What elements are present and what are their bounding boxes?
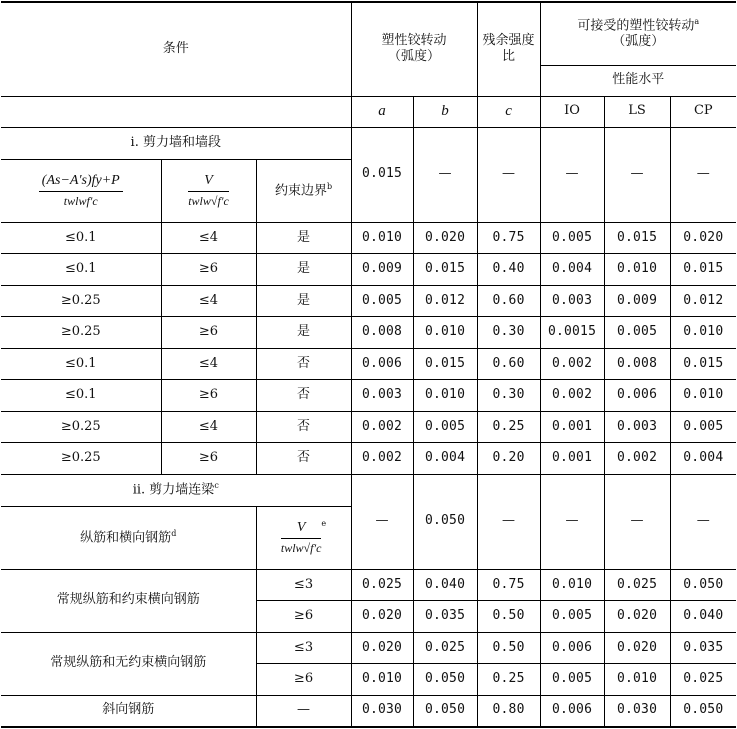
axial-ratio-cell: ≤0.1 bbox=[1, 380, 161, 412]
value-c-cell: 0.30 bbox=[477, 380, 540, 412]
shear-ratio-cell: ≥6 bbox=[256, 601, 351, 633]
shear-ratio-header bbox=[161, 159, 256, 222]
value-io-cell: 0.005 bbox=[540, 664, 604, 696]
value-c-cell: 0.50 bbox=[477, 632, 540, 664]
confined-boundary-cell: 是 bbox=[256, 222, 351, 254]
value-a-cell: 0.002 bbox=[351, 443, 413, 475]
value-io-cell: 0.006 bbox=[540, 695, 604, 727]
axial-ratio-fraction bbox=[39, 172, 123, 209]
shear-ratio-cell: ≤4 bbox=[161, 222, 256, 254]
value-ls-cell: 0.008 bbox=[604, 348, 670, 380]
value-a-cell: 0.025 bbox=[351, 569, 413, 601]
value-b-cell: 0.035 bbox=[413, 601, 477, 633]
value-io-cell: 0.003 bbox=[540, 285, 604, 317]
section2-summary-a: — bbox=[351, 474, 413, 569]
table-row bbox=[1, 222, 736, 254]
section1-summary-ls: — bbox=[604, 127, 670, 222]
value-io-cell: 0.001 bbox=[540, 443, 604, 475]
value-ls-cell: 0.005 bbox=[604, 317, 670, 349]
section2-sub-label-note: d bbox=[171, 528, 177, 538]
value-cp-cell: 0.010 bbox=[670, 317, 736, 349]
axial-ratio-cell: ≤0.1 bbox=[1, 222, 161, 254]
acceptable-rotation-label: 可接受的塑性铰转动 bbox=[577, 18, 695, 34]
shear-ratio-cell: ≥6 bbox=[161, 317, 256, 349]
value-io-cell: 0.005 bbox=[540, 601, 604, 633]
section2-shear-ratio-header bbox=[256, 506, 351, 569]
value-a-cell: 0.006 bbox=[351, 348, 413, 380]
value-c-cell: 0.30 bbox=[477, 317, 540, 349]
value-cp-cell: 0.004 bbox=[670, 443, 736, 475]
shear-ratio-cell: ≤4 bbox=[161, 348, 256, 380]
table-row bbox=[1, 443, 736, 475]
section2-shear-ratio-fraction bbox=[281, 519, 322, 556]
value-io-cell: 0.005 bbox=[540, 222, 604, 254]
table-row bbox=[1, 695, 736, 727]
shear-ratio-cell: ≤4 bbox=[161, 285, 256, 317]
value-c-cell: 0.50 bbox=[477, 601, 540, 633]
section2-title-note: c bbox=[214, 481, 219, 491]
confined-boundary-cell: 是 bbox=[256, 285, 351, 317]
value-b-cell: 0.004 bbox=[413, 443, 477, 475]
performance-level-header: 性能水平 bbox=[540, 65, 736, 96]
axial-ratio-denominator: twlwf′c bbox=[63, 193, 98, 208]
value-b-cell: 0.012 bbox=[413, 285, 477, 317]
acceptable-rotation-unit: （弧度） bbox=[612, 34, 665, 50]
table-row bbox=[1, 632, 736, 664]
diagonal-reinforcement-label: 斜向钢筋 bbox=[1, 695, 256, 727]
confined-boundary-cell: 否 bbox=[256, 443, 351, 475]
acceptable-rotation-header bbox=[540, 2, 736, 65]
value-cp-cell: 0.025 bbox=[670, 664, 736, 696]
shear-ratio-cell: ≤3 bbox=[256, 569, 351, 601]
value-ls-cell: 0.002 bbox=[604, 443, 670, 475]
value-ls-cell: 0.020 bbox=[604, 632, 670, 664]
axial-ratio-cell: ≥0.25 bbox=[1, 411, 161, 443]
confined-boundary-cell: 否 bbox=[256, 411, 351, 443]
value-b-cell: 0.015 bbox=[413, 348, 477, 380]
value-ls-cell: 0.009 bbox=[604, 285, 670, 317]
acceptable-rotation-note: a bbox=[694, 16, 700, 26]
value-b-cell: 0.025 bbox=[413, 632, 477, 664]
value-b-cell: 0.020 bbox=[413, 222, 477, 254]
shear-ratio-cell: ≥6 bbox=[161, 254, 256, 286]
col-c-header: c bbox=[477, 96, 540, 127]
value-b-cell: 0.050 bbox=[413, 664, 477, 696]
section2-summary-io: — bbox=[540, 474, 604, 569]
value-io-cell: 0.002 bbox=[540, 380, 604, 412]
section2-summary-c: — bbox=[477, 474, 540, 569]
section2-summary-cp: — bbox=[670, 474, 736, 569]
shear-ratio-fraction bbox=[188, 172, 229, 209]
value-b-cell: 0.010 bbox=[413, 317, 477, 349]
axial-ratio-cell: ≤0.1 bbox=[1, 254, 161, 286]
value-cp-cell: 0.035 bbox=[670, 632, 736, 664]
condition-header-spacer bbox=[1, 96, 351, 127]
section2-shear-ratio-note: e bbox=[321, 519, 327, 529]
section1-summary-a: 0.015 bbox=[351, 127, 413, 222]
value-ls-cell: 0.010 bbox=[604, 254, 670, 286]
section2-summary-ls: — bbox=[604, 474, 670, 569]
axial-ratio-header bbox=[1, 159, 161, 222]
value-io-cell: 0.0015 bbox=[540, 317, 604, 349]
shear-ratio-cell: ≤4 bbox=[161, 411, 256, 443]
shear-ratio-cell: ≥6 bbox=[256, 664, 351, 696]
value-a-cell: 0.020 bbox=[351, 601, 413, 633]
value-cp-cell: 0.005 bbox=[670, 411, 736, 443]
value-a-cell: 0.030 bbox=[351, 695, 413, 727]
value-ls-cell: 0.030 bbox=[604, 695, 670, 727]
value-b-cell: 0.040 bbox=[413, 569, 477, 601]
value-c-cell: 0.60 bbox=[477, 285, 540, 317]
confined-boundary-cell: 是 bbox=[256, 254, 351, 286]
table-row bbox=[1, 254, 736, 286]
value-a-cell: 0.008 bbox=[351, 317, 413, 349]
confined-boundary-cell: 否 bbox=[256, 380, 351, 412]
shear-ratio-cell: ≤3 bbox=[256, 632, 351, 664]
value-c-cell: 0.60 bbox=[477, 348, 540, 380]
value-b-cell: 0.010 bbox=[413, 380, 477, 412]
shear-ratio-cell: ≥6 bbox=[161, 380, 256, 412]
value-cp-cell: 0.010 bbox=[670, 380, 736, 412]
confined-boundary-label: 约束边界 bbox=[274, 183, 327, 199]
value-cp-cell: 0.015 bbox=[670, 348, 736, 380]
value-ls-cell: 0.025 bbox=[604, 569, 670, 601]
col-io-header: IO bbox=[540, 96, 604, 127]
section2-sub-label-text: 纵筋和横向钢筋 bbox=[80, 530, 172, 546]
table-row bbox=[1, 348, 736, 380]
value-b-cell: 0.015 bbox=[413, 254, 477, 286]
value-c-cell: 0.40 bbox=[477, 254, 540, 286]
confined-boundary-cell: 是 bbox=[256, 317, 351, 349]
section2-title bbox=[1, 474, 351, 506]
value-ls-cell: 0.006 bbox=[604, 380, 670, 412]
col-ls-header: LS bbox=[604, 96, 670, 127]
value-c-cell: 0.20 bbox=[477, 443, 540, 475]
reinforcement-group-label: 常规纵筋和无约束横向钢筋 bbox=[1, 632, 256, 695]
value-a-cell: 0.020 bbox=[351, 632, 413, 664]
value-c-cell: 0.25 bbox=[477, 411, 540, 443]
confined-boundary-note: b bbox=[326, 181, 333, 191]
value-c-cell: 0.80 bbox=[477, 695, 540, 727]
value-b-cell: 0.050 bbox=[413, 695, 477, 727]
section2-rows bbox=[1, 569, 736, 727]
col-a-header: a bbox=[351, 96, 413, 127]
axial-ratio-cell: ≥0.25 bbox=[1, 285, 161, 317]
axial-ratio-numerator: (As−A′s)fy+P bbox=[39, 172, 123, 192]
shear-ratio-cell: — bbox=[256, 695, 351, 727]
value-a-cell: 0.009 bbox=[351, 254, 413, 286]
residual-strength-label: 残余强度比 bbox=[482, 33, 535, 65]
axial-ratio-cell: ≥0.25 bbox=[1, 317, 161, 349]
value-cp-cell: 0.012 bbox=[670, 285, 736, 317]
shear-ratio-cell: ≥6 bbox=[161, 443, 256, 475]
col-b-header: b bbox=[413, 96, 477, 127]
axial-ratio-cell: ≥0.25 bbox=[1, 443, 161, 475]
section1-summary-b: — bbox=[413, 127, 477, 222]
value-cp-cell: 0.015 bbox=[670, 254, 736, 286]
section1-title: i. 剪力墙和墙段 bbox=[1, 127, 351, 159]
value-a-cell: 0.002 bbox=[351, 411, 413, 443]
value-cp-cell: 0.050 bbox=[670, 695, 736, 727]
plastic-rotation-header bbox=[351, 2, 477, 96]
table-row bbox=[1, 317, 736, 349]
value-cp-cell: 0.020 bbox=[670, 222, 736, 254]
value-a-cell: 0.010 bbox=[351, 222, 413, 254]
condition-header: 条件 bbox=[1, 2, 351, 96]
value-ls-cell: 0.010 bbox=[604, 664, 670, 696]
value-ls-cell: 0.003 bbox=[604, 411, 670, 443]
value-ls-cell: 0.015 bbox=[604, 222, 670, 254]
section1-rows bbox=[1, 222, 736, 474]
rotation-table bbox=[1, 1, 736, 728]
table-row bbox=[1, 285, 736, 317]
value-io-cell: 0.010 bbox=[540, 569, 604, 601]
plastic-rotation-label: 塑性铰转动 bbox=[381, 33, 447, 48]
value-c-cell: 0.25 bbox=[477, 664, 540, 696]
value-io-cell: 0.006 bbox=[540, 632, 604, 664]
value-cp-cell: 0.050 bbox=[670, 569, 736, 601]
section1-summary-c: — bbox=[477, 127, 540, 222]
section2-title-text: ii. 剪力墙连梁 bbox=[132, 482, 215, 498]
shear-ratio-numerator: V bbox=[188, 172, 229, 192]
value-ls-cell: 0.020 bbox=[604, 601, 670, 633]
value-io-cell: 0.001 bbox=[540, 411, 604, 443]
table-row bbox=[1, 411, 736, 443]
section1-summary-io: — bbox=[540, 127, 604, 222]
value-io-cell: 0.004 bbox=[540, 254, 604, 286]
section2-shear-ratio-denominator: twlw√f′c bbox=[280, 540, 322, 555]
table-row bbox=[1, 380, 736, 412]
section1-summary-cp: — bbox=[670, 127, 736, 222]
axial-ratio-cell: ≤0.1 bbox=[1, 348, 161, 380]
value-cp-cell: 0.040 bbox=[670, 601, 736, 633]
value-a-cell: 0.005 bbox=[351, 285, 413, 317]
confined-boundary-cell: 否 bbox=[256, 348, 351, 380]
reinforcement-group-label: 常规纵筋和约束横向钢筋 bbox=[1, 569, 256, 632]
value-io-cell: 0.002 bbox=[540, 348, 604, 380]
section2-sub-label bbox=[1, 506, 256, 569]
plastic-rotation-unit: （弧度） bbox=[388, 49, 441, 65]
value-a-cell: 0.010 bbox=[351, 664, 413, 696]
value-c-cell: 0.75 bbox=[477, 222, 540, 254]
shear-ratio-denominator: twlw√f′c bbox=[188, 193, 229, 208]
section2-summary-b: 0.050 bbox=[413, 474, 477, 569]
section2-shear-ratio-numerator: V bbox=[281, 519, 322, 539]
residual-strength-header bbox=[477, 2, 540, 96]
table-row bbox=[1, 569, 736, 601]
confined-boundary-header bbox=[256, 159, 351, 222]
value-b-cell: 0.005 bbox=[413, 411, 477, 443]
value-a-cell: 0.003 bbox=[351, 380, 413, 412]
value-c-cell: 0.75 bbox=[477, 569, 540, 601]
col-cp-header: CP bbox=[670, 96, 736, 127]
